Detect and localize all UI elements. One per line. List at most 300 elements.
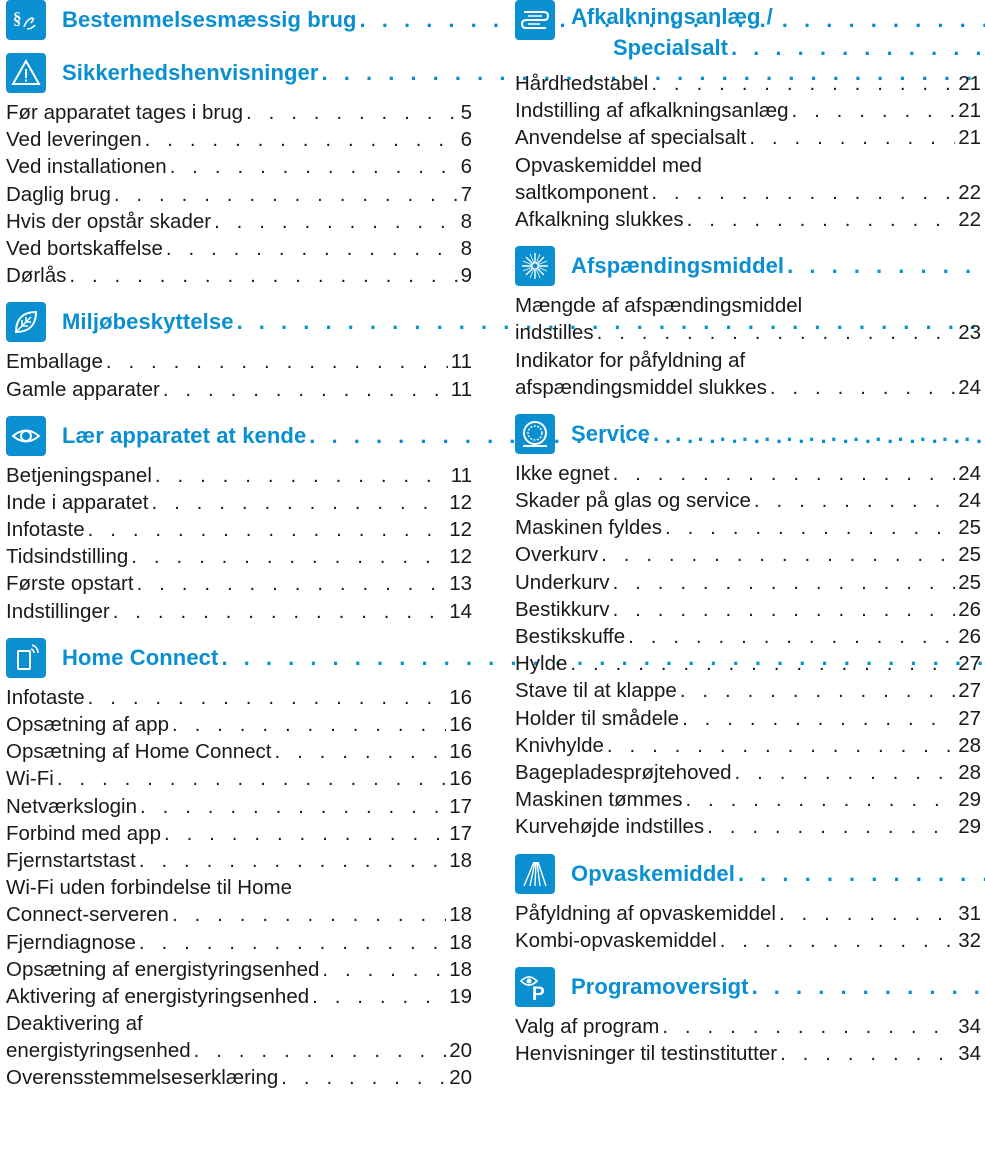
toc-entry-page: 20 xyxy=(449,1066,472,1090)
toc-entry-row xyxy=(6,1037,472,1064)
dot-leader xyxy=(155,462,448,489)
toc-section xyxy=(6,302,472,402)
toc-entry-label: Emballage xyxy=(6,350,103,374)
toc-entry-page: 16 xyxy=(449,685,472,709)
toc-entry-row xyxy=(515,927,981,954)
toc-entry-label: Anvendelse af specialsalt xyxy=(515,126,747,150)
toc-entry-page: 25 xyxy=(958,516,981,540)
toc-entry-page: 16 xyxy=(449,713,472,736)
section-heading[interactable] xyxy=(515,967,981,1007)
toc-entry-page: 23 xyxy=(958,321,981,345)
toc-section xyxy=(6,416,472,625)
section-title: Miljøbeskyttelse xyxy=(62,309,234,335)
dot-leader xyxy=(601,541,955,568)
toc-entry-label-line1: Mængde af afspændingsmiddel xyxy=(515,294,803,318)
toc-entry[interactable] xyxy=(6,570,472,597)
toc-entry-page: 24 xyxy=(958,489,981,513)
toc-entry[interactable] xyxy=(6,516,472,543)
section-heading[interactable] xyxy=(6,638,472,678)
dot-leader xyxy=(312,983,446,1010)
dot-leader xyxy=(106,348,448,375)
toc-entry-label: Dørlås xyxy=(6,264,67,288)
toc-entry-row xyxy=(515,1040,981,1067)
toc-section xyxy=(515,854,981,954)
toc-entry-page: 21 xyxy=(958,99,981,123)
dot-leader xyxy=(131,543,446,570)
water-softener-icon xyxy=(515,0,555,40)
dot-leader xyxy=(613,569,956,596)
toc-entry-page: 22 xyxy=(958,207,981,231)
dot-leader xyxy=(88,516,447,543)
section-title: Home Connect xyxy=(62,644,219,670)
toc-entry-page: 26 xyxy=(958,625,981,648)
toc-section xyxy=(515,246,981,401)
toc-entry-row xyxy=(515,900,981,927)
toc-entry-page: 29 xyxy=(958,788,981,812)
toc-entry-page: 29 xyxy=(958,815,981,839)
toc-entry-page: 26 xyxy=(958,597,981,621)
toc-entry-page: 18 xyxy=(449,957,472,981)
toc-entry-page: 11 xyxy=(450,350,472,374)
toc-entry-row xyxy=(515,596,981,623)
toc-entry[interactable] xyxy=(515,813,981,840)
toc-entry-row xyxy=(6,711,472,738)
toc-entry-page: 21 xyxy=(958,72,981,95)
toc-entry-row xyxy=(6,929,472,956)
toc-entry-page: 9 xyxy=(460,264,472,288)
toc-entry[interactable] xyxy=(6,874,472,928)
toc-entry-page: 32 xyxy=(958,928,981,952)
section-title-block xyxy=(571,0,985,64)
toc-entry[interactable] xyxy=(6,1010,472,1064)
toc-entry-label: Ved leveringen xyxy=(6,128,142,152)
toc-entry-page: 6 xyxy=(460,128,472,152)
toc-entry[interactable] xyxy=(6,793,472,820)
toc-entry-page: 8 xyxy=(460,209,472,233)
section-title: Bestemmelsesmæssig brug xyxy=(62,7,357,32)
section-title-row xyxy=(571,974,985,1000)
toc-entry-label: indstilles xyxy=(515,321,594,345)
toc-entry-label: Gamle apparater xyxy=(6,377,160,401)
toc-entry[interactable] xyxy=(515,347,981,401)
toc-entry-page: 13 xyxy=(449,572,472,596)
toc-entry-row xyxy=(6,462,472,489)
dot-leader xyxy=(780,1040,955,1067)
toc-entry[interactable] xyxy=(515,569,981,596)
toc-entry[interactable] xyxy=(6,983,472,1010)
section-title-row xyxy=(571,253,985,279)
toc-entry[interactable] xyxy=(6,181,472,208)
toc-entry[interactable] xyxy=(6,235,472,262)
toc-section xyxy=(6,0,472,40)
toc-entry[interactable] xyxy=(6,711,472,738)
dot-leader xyxy=(662,1013,955,1040)
toc-entry-label: Påfyldning af opvaskemiddel xyxy=(515,901,776,925)
toc-entry-row xyxy=(515,97,981,124)
toc-entry-row xyxy=(515,1013,981,1040)
section-heading[interactable] xyxy=(6,0,472,40)
toc-entry-list xyxy=(515,900,981,954)
toc-entry-page: 7 xyxy=(460,182,472,206)
toc-entry[interactable] xyxy=(6,598,472,625)
toc-entry-page: 12 xyxy=(449,545,472,569)
toc-entry-list xyxy=(515,460,981,841)
toc-entry-row xyxy=(6,901,472,928)
section-title: Sikkerhedshenvisninger xyxy=(62,60,319,85)
dot-leader xyxy=(651,70,955,97)
dot-leader xyxy=(114,181,458,208)
toc-entry-row xyxy=(515,650,981,677)
toc-entry-label: Tidsindstilling xyxy=(6,545,129,569)
section-hand-icon xyxy=(6,0,46,40)
toc-entry-label-line1: Indikator for påfyldning af xyxy=(515,348,746,372)
toc-entry-label: energistyringsenhed xyxy=(6,1039,191,1063)
toc-entry-label: Indstilling af afkalkningsanlæg xyxy=(515,99,789,123)
toc-entry[interactable] xyxy=(515,900,981,927)
toc-entry[interactable] xyxy=(6,820,472,847)
toc-entry-page: 34 xyxy=(958,1042,981,1066)
dot-leader xyxy=(665,514,955,541)
toc-entry-row xyxy=(515,569,981,596)
toc-entry-row xyxy=(6,376,472,403)
warning-triangle-icon xyxy=(6,53,46,93)
toc-entry-page: 28 xyxy=(958,733,981,757)
toc-entry-label: Maskinen tømmes xyxy=(515,788,683,812)
toc-entry[interactable] xyxy=(515,152,981,206)
phone-signal-icon xyxy=(6,638,46,678)
toc-entry-label: Betjeningspanel xyxy=(6,463,152,487)
toc-entry-row xyxy=(6,1064,472,1091)
section-heading[interactable] xyxy=(515,854,981,894)
dot-leader xyxy=(163,376,448,403)
dot-leader xyxy=(787,253,985,279)
toc-entry-row xyxy=(515,319,981,346)
toc-entry-row xyxy=(6,99,472,126)
toc-entry-label: Fjernstartstast xyxy=(6,848,136,872)
toc-entry-label: afspændingsmiddel slukkes xyxy=(515,375,767,399)
toc-entry-row xyxy=(6,793,472,820)
toc-entry-label: Skader på glas og service xyxy=(515,489,751,513)
dot-leader xyxy=(139,929,446,956)
section-title: Service xyxy=(571,420,650,446)
toc-entry[interactable] xyxy=(6,765,472,792)
toc-entry[interactable] xyxy=(6,126,472,153)
toc-entry[interactable] xyxy=(515,1013,981,1040)
toc-entry-page: 5 xyxy=(460,101,472,124)
section-title: Programoversigt xyxy=(571,973,749,999)
toc-entry-list xyxy=(6,99,472,289)
toc-entry-row xyxy=(515,623,981,650)
dot-leader xyxy=(170,153,458,180)
toc-entry[interactable] xyxy=(6,543,472,570)
dot-leader xyxy=(651,179,955,206)
toc-column-right xyxy=(515,0,981,1080)
toc-entry[interactable] xyxy=(515,97,981,124)
toc-entry[interactable] xyxy=(515,70,981,97)
toc-entry-row xyxy=(6,348,472,375)
toc-entry[interactable] xyxy=(6,738,472,765)
toc-entry[interactable] xyxy=(515,124,981,151)
toc-entry-label: Ved installationen xyxy=(6,155,167,179)
toc-entry-row xyxy=(515,70,981,97)
dot-leader xyxy=(194,1037,447,1064)
toc-entry[interactable] xyxy=(515,732,981,759)
toc-entry-page: 27 xyxy=(958,679,981,703)
toc-entry-page: 17 xyxy=(449,794,472,818)
toc-entry[interactable] xyxy=(515,786,981,813)
toc-entry-page: 12 xyxy=(449,518,472,542)
toc-entry-label: Opsætning af Home Connect xyxy=(6,740,272,764)
toc-entry-row xyxy=(515,206,981,233)
toc-entry-row xyxy=(6,126,472,153)
toc-entry-row xyxy=(6,820,472,847)
dot-leader xyxy=(731,32,985,64)
section-title: Lær apparatet at kende xyxy=(62,422,307,448)
dot-leader xyxy=(137,570,447,597)
toc-entry-label: Netværkslogin xyxy=(6,794,138,818)
toc-entry-page: 27 xyxy=(958,706,981,730)
section-heading[interactable] xyxy=(6,53,472,93)
toc-entry-label: Maskinen fyldes xyxy=(515,516,662,540)
toc-entry-label: Afkalkning slukkes xyxy=(515,207,684,231)
toc-entry-row xyxy=(515,179,981,206)
toc-entry-label: Henvisninger til testinstitutter xyxy=(515,1042,778,1066)
toc-entry[interactable] xyxy=(6,489,472,516)
toc-entry-row xyxy=(6,956,472,983)
toc-entry-row xyxy=(6,738,472,765)
toc-entry[interactable] xyxy=(6,684,472,711)
dot-leader xyxy=(613,596,956,623)
section-title-cont: Specialsalt xyxy=(613,35,728,60)
toc-entry-label-line1: Deaktivering af xyxy=(6,1012,143,1036)
toc-entry[interactable] xyxy=(6,208,472,235)
toc-entry-label: Knivhylde xyxy=(515,733,604,757)
toc-entry[interactable] xyxy=(6,462,472,489)
toc-entry-label: Kombi-opvaskemiddel xyxy=(515,928,717,952)
toc-entry-row xyxy=(515,124,981,151)
dot-leader xyxy=(682,705,955,732)
dot-leader xyxy=(685,786,955,813)
section-heading[interactable] xyxy=(515,414,981,454)
toc-entry-page: 11 xyxy=(450,463,472,487)
toc-entry-row xyxy=(6,684,472,711)
toc-entry-label: Overensstemmelseserklæring xyxy=(6,1066,279,1090)
toc-entry-page: 11 xyxy=(450,377,472,401)
toc-entry[interactable] xyxy=(515,596,981,623)
toc-entry[interactable] xyxy=(515,292,981,346)
toc-entry[interactable] xyxy=(6,348,472,375)
toc-entry-page: 24 xyxy=(958,461,981,485)
section-title: Opvaskemiddel xyxy=(571,860,735,886)
toc-entry[interactable] xyxy=(515,514,981,541)
dot-leader xyxy=(145,126,458,153)
section-heading[interactable] xyxy=(6,416,472,456)
dot-leader xyxy=(57,765,446,792)
dot-leader xyxy=(779,900,955,927)
program-overview-icon xyxy=(515,967,555,1007)
toc-section xyxy=(515,0,981,233)
dot-leader xyxy=(754,487,955,514)
svg-text:P: P xyxy=(532,983,545,1002)
toc-entry-page: 12 xyxy=(449,490,472,514)
toc-entry-list xyxy=(515,292,981,401)
section-title: Afspændingsmiddel xyxy=(571,253,785,279)
toc-entry[interactable] xyxy=(515,677,981,704)
section-title-row xyxy=(571,861,985,887)
toc-entry-label: Infotaste xyxy=(6,685,85,709)
eye-icon xyxy=(6,416,46,456)
dot-leader xyxy=(735,759,956,786)
sparkle-icon xyxy=(515,246,555,286)
toc-section xyxy=(6,53,472,289)
dot-leader xyxy=(322,956,446,983)
toc-entry-page: 24 xyxy=(958,375,981,399)
toc-entry-page: 17 xyxy=(449,821,472,845)
toc-entry-label: Ved bortskaffelse xyxy=(6,236,163,260)
toc-entry-label: Inde i apparatet xyxy=(6,490,149,514)
toc-entry-label: Hylde xyxy=(515,652,568,676)
toc-entry[interactable] xyxy=(515,460,981,487)
leaf-icon xyxy=(6,302,46,342)
section-title-row xyxy=(571,421,985,447)
toc-entry-row xyxy=(6,516,472,543)
toc-entry[interactable] xyxy=(515,759,981,786)
toc-entry-row xyxy=(6,598,472,625)
toc-entry[interactable] xyxy=(515,541,981,568)
toc-entry[interactable] xyxy=(6,262,472,289)
toc-entry-label: Overkurv xyxy=(515,543,599,567)
toc-entry[interactable] xyxy=(515,705,981,732)
toc-entry[interactable] xyxy=(6,153,472,180)
toc-entry-row xyxy=(515,514,981,541)
toc-entry[interactable] xyxy=(515,623,981,650)
toc-entry-row xyxy=(6,153,472,180)
toc-entry-list xyxy=(6,348,472,402)
toc-entry-page: 6 xyxy=(460,155,472,179)
toc-entry-label: Aktivering af energistyringsenhed xyxy=(6,984,310,1008)
dot-leader xyxy=(281,1064,446,1091)
dot-leader xyxy=(69,262,457,289)
toc-entry-page: 19 xyxy=(449,984,472,1008)
section-heading[interactable] xyxy=(6,302,472,342)
toc-entry-row xyxy=(515,759,981,786)
toc-entry-page: 25 xyxy=(958,570,981,594)
toc-entry-label-line1: Wi-Fi uden forbindelse til Home xyxy=(6,876,292,900)
dot-leader xyxy=(687,206,956,233)
toc-entry-page: 21 xyxy=(958,126,981,150)
svg-text:§: § xyxy=(13,9,22,28)
toc-entry[interactable] xyxy=(515,487,981,514)
toc-entry-list xyxy=(515,70,981,233)
toc-entry-label: Hårdhedstabel xyxy=(515,72,649,95)
toc-entry-row xyxy=(515,374,981,401)
dot-leader xyxy=(770,374,955,401)
toc-entry-label: Stave til at klappe xyxy=(515,679,677,703)
dot-leader xyxy=(246,99,458,126)
toc-entry-row xyxy=(515,460,981,487)
dot-leader xyxy=(707,813,955,840)
section-heading[interactable] xyxy=(515,0,981,64)
toc-entry-label: Opsætning af energistyringsenhed xyxy=(6,957,320,981)
dot-leader xyxy=(628,623,955,650)
toc-entry-label: Connect-serveren xyxy=(6,903,169,927)
dot-leader xyxy=(607,732,955,759)
toc-entry-label: saltkomponent xyxy=(515,180,649,204)
toc-entry-label: Fjerndiagnose xyxy=(6,930,136,954)
toc-column-left xyxy=(6,0,472,1105)
dot-leader xyxy=(613,460,956,487)
toc-entry-list xyxy=(515,1013,981,1067)
toc-entry-row xyxy=(6,235,472,262)
toc-section xyxy=(515,967,981,1067)
toc-entry-label: Første opstart xyxy=(6,572,134,596)
toc-entry-row xyxy=(6,543,472,570)
toc-entry-row xyxy=(515,786,981,813)
toc-entry[interactable] xyxy=(6,847,472,874)
toc-entry-page: 14 xyxy=(449,599,472,623)
section-title: Afkalkningsanlæg / xyxy=(571,4,773,29)
toc-entry-label: Bestikkurv xyxy=(515,597,610,621)
toc-entry-page: 31 xyxy=(958,901,981,925)
toc-entry-row xyxy=(515,813,981,840)
toc-entry-row xyxy=(515,541,981,568)
toc-entry[interactable] xyxy=(515,650,981,677)
toc-entry-row xyxy=(515,732,981,759)
toc-entry[interactable] xyxy=(6,376,472,403)
dot-leader xyxy=(752,974,985,1000)
section-heading[interactable] xyxy=(515,246,981,286)
dot-leader xyxy=(680,677,955,704)
toc-entry-page: 28 xyxy=(958,760,981,784)
dot-leader xyxy=(172,711,446,738)
dot-leader xyxy=(139,847,446,874)
toc-entry[interactable] xyxy=(6,929,472,956)
toc-entry[interactable] xyxy=(515,206,981,233)
toc-entry-row xyxy=(6,208,472,235)
dot-leader xyxy=(151,489,446,516)
toc-entry-label: Bagepladesprøjtehoved xyxy=(515,760,732,784)
toc-entry-label: Bestikskuffe xyxy=(515,625,626,648)
toc-entry[interactable] xyxy=(6,956,472,983)
toc-entry[interactable] xyxy=(6,1064,472,1091)
dot-leader xyxy=(597,319,956,346)
dot-leader xyxy=(749,124,955,151)
toc-entry-page: 18 xyxy=(449,930,472,954)
toc-entry-row xyxy=(6,847,472,874)
toc-entry[interactable] xyxy=(515,927,981,954)
dot-leader xyxy=(275,738,447,765)
toc-entry-row xyxy=(515,705,981,732)
dot-leader xyxy=(214,208,458,235)
toc-entry-label: Wi-Fi xyxy=(6,767,54,791)
toc-entry-label: Ikke egnet xyxy=(515,461,610,485)
toc-entry-label: Daglig brug xyxy=(6,182,111,206)
toc-entry-row xyxy=(515,487,981,514)
detergent-icon xyxy=(515,854,555,894)
dot-leader xyxy=(570,650,955,677)
toc-entry[interactable] xyxy=(6,99,472,126)
toc-entry-label: Kurvehøjde indstilles xyxy=(515,815,705,839)
toc-section xyxy=(515,414,981,841)
toc-entry[interactable] xyxy=(515,1040,981,1067)
dot-leader xyxy=(140,793,446,820)
toc-entry-page: 27 xyxy=(958,652,981,676)
toc-entry-page: 34 xyxy=(958,1014,981,1038)
toc-entry-page: 18 xyxy=(449,903,472,927)
toc-entry-label-line1: Opvaskemiddel med xyxy=(515,153,702,177)
plate-icon xyxy=(515,414,555,454)
toc-entry-row xyxy=(515,677,981,704)
